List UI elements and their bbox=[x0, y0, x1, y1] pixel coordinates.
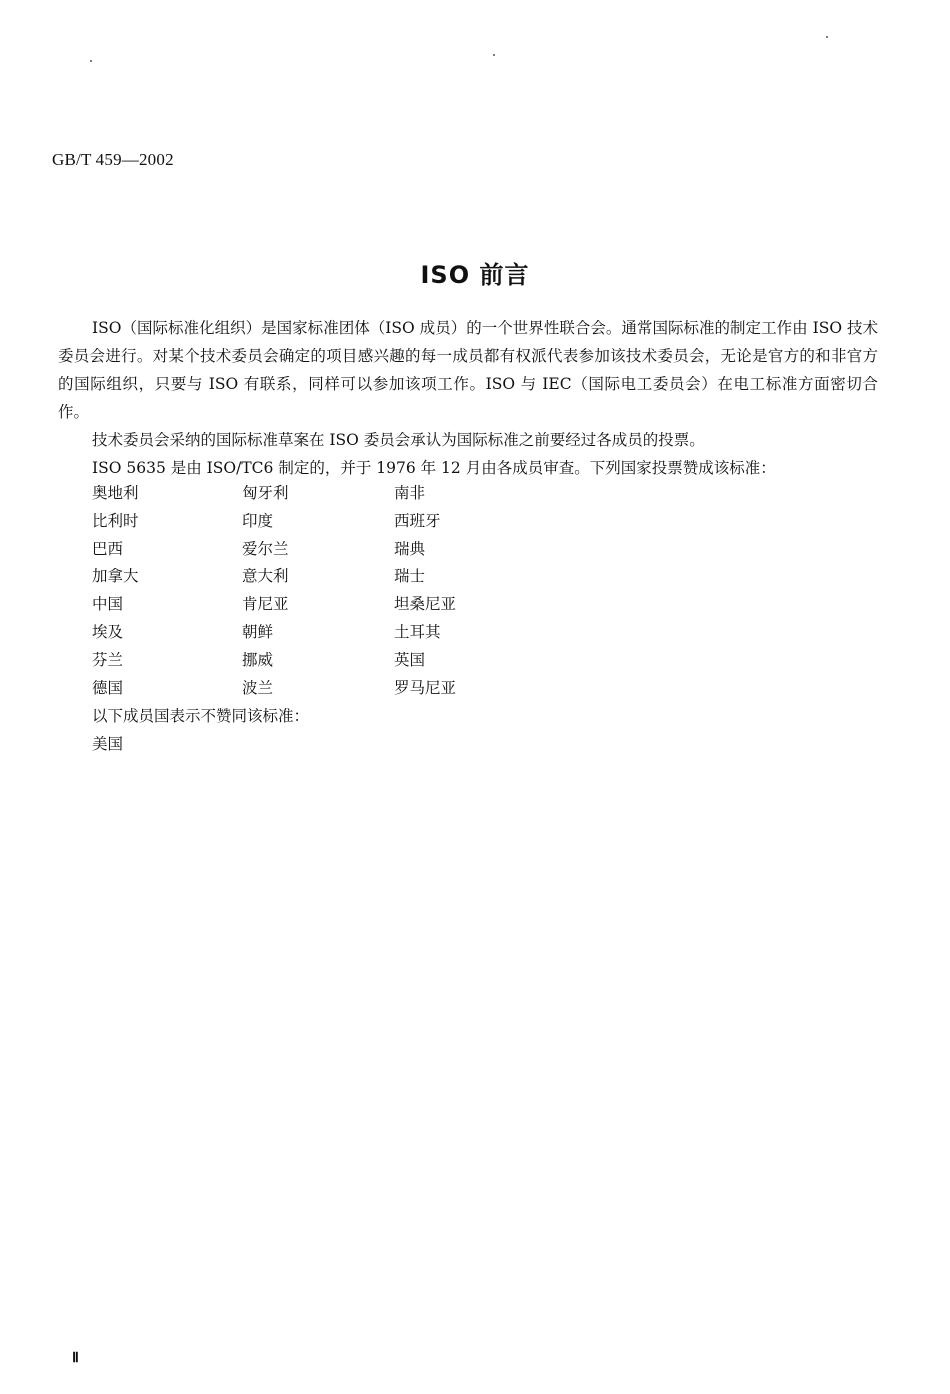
disapproval-section bbox=[92, 702, 309, 758]
country-name: 朝鲜 bbox=[242, 622, 274, 641]
country-name: 罗马尼亚 bbox=[394, 678, 457, 697]
country-name: 巴西 bbox=[92, 539, 124, 558]
foreword-body bbox=[58, 314, 878, 482]
country-row bbox=[92, 675, 514, 703]
disapproving-country: 美国 bbox=[92, 735, 124, 753]
country-name: 德国 bbox=[92, 678, 124, 697]
paragraph-voting: 技术委员会采纳的国际标准草案在 ISO 委员会承认为国际标准之前要经过各成员的投票。 bbox=[92, 431, 705, 449]
approving-countries-table bbox=[92, 480, 514, 702]
country-name: 挪威 bbox=[242, 650, 274, 669]
country-name: 瑞士 bbox=[394, 567, 426, 586]
country-name: 匈牙利 bbox=[242, 484, 289, 502]
country-row bbox=[92, 508, 514, 536]
country-name: 奥地利 bbox=[92, 484, 139, 502]
paragraph-iso5635: ISO 5635 是由 ISO/TC6 制定的，并于 1976 年 12 月由各成员审查。下列国家投票赞成该标准： bbox=[92, 459, 776, 477]
country-row bbox=[92, 480, 514, 508]
country-name: 爱尔兰 bbox=[242, 539, 289, 558]
disapproval-statement: 以下成员国表示不赞同该标准： bbox=[92, 707, 310, 725]
country-name: 坦桑尼亚 bbox=[394, 595, 457, 614]
scan-speck bbox=[90, 60, 92, 62]
country-name: 加拿大 bbox=[92, 567, 139, 586]
paragraph-intro: ISO（国际标准化组织）是国家标准团体（ISO 成员）的一个世界性联合会。通常国际标准的制定工作由 ISO 技术委员会进行。对某个技术委员会确定的项目感兴趣的每一成员都有权派代表参加该技术委员会，无论是官方的和非官方的国际组织，只要与 ISO 有联系，同样可以参加该项工作。ISO 与 IEC（国际电工委员会）在电工标准方面密切合作。 bbox=[58, 319, 878, 421]
country-name: 波兰 bbox=[242, 678, 274, 697]
country-name: 西班牙 bbox=[394, 511, 441, 530]
country-row bbox=[92, 563, 514, 591]
page-title: ISO 前言 bbox=[420, 261, 530, 289]
country-row bbox=[92, 591, 514, 619]
country-name: 比利时 bbox=[92, 511, 139, 530]
country-name: 芬兰 bbox=[92, 650, 124, 669]
country-name: 中国 bbox=[92, 595, 124, 614]
country-name: 英国 bbox=[394, 650, 426, 669]
scan-speck bbox=[826, 36, 828, 38]
country-name: 肯尼亚 bbox=[242, 595, 289, 614]
country-row bbox=[92, 536, 514, 564]
country-name: 南非 bbox=[394, 484, 426, 502]
country-name: 埃及 bbox=[92, 622, 124, 641]
country-row bbox=[92, 619, 514, 647]
country-name: 瑞典 bbox=[394, 539, 426, 558]
country-name: 印度 bbox=[242, 511, 274, 530]
page-number: Ⅱ bbox=[72, 1351, 79, 1366]
country-name: 土耳其 bbox=[394, 622, 441, 641]
country-row bbox=[92, 647, 514, 675]
country-name: 意大利 bbox=[242, 567, 289, 586]
scan-speck bbox=[493, 54, 495, 56]
standard-code: GB/T 459—2002 bbox=[52, 150, 174, 169]
